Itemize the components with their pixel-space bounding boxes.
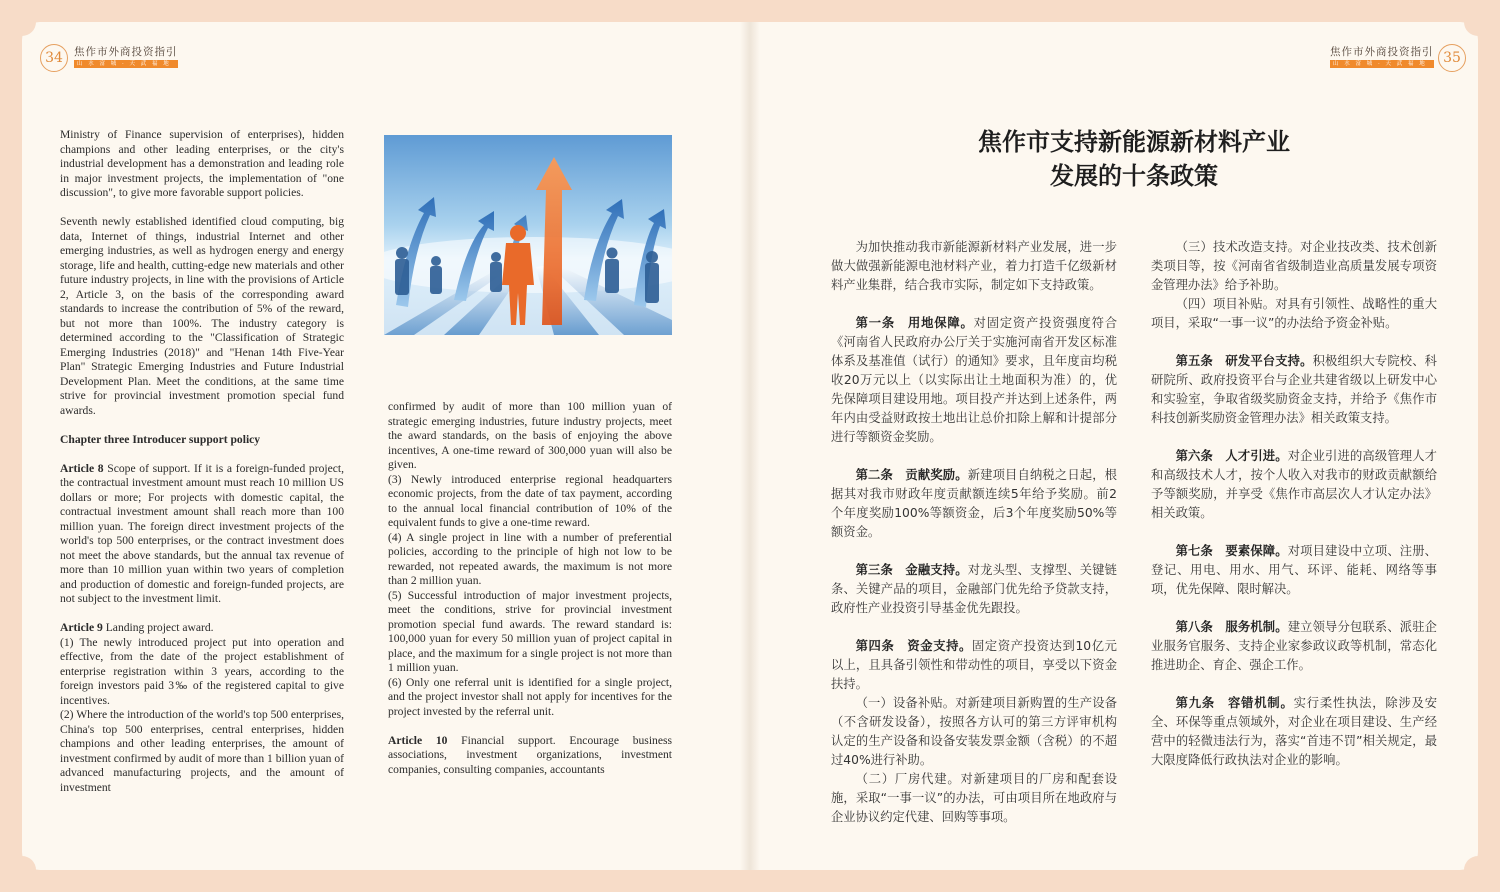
header-subtitle-right: 山 水 富 城 · 天 武 福 地 xyxy=(1330,60,1434,68)
header-title-left: 焦作市外商投资指引 xyxy=(74,46,178,58)
policy-article xyxy=(831,561,1117,618)
list-item: (1) The newly introduced project put into operation and effective, from the date of the project establishment of enterprise registration within 3 years, according to the foreign investors paid 3‰ of the registered capital to give incentives. xyxy=(60,635,344,707)
title-line: 焦作市支持新能源新材料产业 xyxy=(978,127,1290,156)
list-item: （三）技术改造支持。对企业技改类、技术创新类项目等，按《河南省省级制造业高质量发展专项资金管理办法》给予补助。 xyxy=(1151,240,1437,292)
page-number-right: 35 xyxy=(1438,44,1466,72)
article-label: Article 9 xyxy=(60,621,103,634)
paragraph: confirmed by audit of more than 100 million yuan of strategic emerging industries, future industry projects, meet the award standards, on the basis of enjoying the above incentives, A one-time reward of 300,000 yuan will also be given. xyxy=(388,400,672,471)
page-title xyxy=(918,125,1350,193)
policy-article xyxy=(831,637,1117,694)
article-9 xyxy=(60,621,344,636)
list-item: （二）厂房代建。对新建项目的厂房和配套设施，采取“一事一议”的办法，可由项目所在地政府与企业协议约定代建、回购等事项。 xyxy=(831,772,1117,824)
left-column-2 xyxy=(388,400,672,792)
page-number-left: 34 xyxy=(40,44,68,72)
article-text: 对固定资产投资强度符合《河南省人民政府办公厅关于实施河南省开发区标准体系及基准值（试行）的通知》要求，且年度亩均税收20万元以上（以实际出让土地面积为准）的，优先保障项目建设用地。项目投产并达到上述条件，两年内由受益财政按土地出让总价扣除上解和计提部分进行等额资金奖励。 xyxy=(831,316,1117,444)
right-column-1 xyxy=(831,238,1117,827)
policy-article xyxy=(1151,447,1437,523)
article-text: 对项目建设中立项、注册、登记、用电、用水、用气、环评、能耗、网络等事项，优先保障、限时解决。 xyxy=(1151,544,1437,596)
article-text: 固定资产投资达到10亿元以上，且具备引领性和带动性的项目，享受以下资金扶持。 xyxy=(831,639,1117,691)
list-item: （四）项目补贴。对具有引领性、战略性的重大项目，采取“一事一议”的办法给予资金补贴。 xyxy=(1151,297,1437,330)
title-line: 发展的十条政策 xyxy=(1050,161,1218,190)
list-item: (3) Newly introduced enterprise regional headquarters economic projects, from the date of tax payment, according to the annual local financial contribution of 10% of the equivalent funds to give a one-time reward. xyxy=(388,472,672,529)
article-label: 第六条 人才引进。 xyxy=(1175,449,1288,463)
header-title-right: 焦作市外商投资指引 xyxy=(1330,46,1434,58)
paragraph: Seventh newly established identified cloud computing, big data, Internet of things, industrial Internet and other emerging industries, as well as hydrogen energy and energy storage, life and health, cutting-edge new materials and other future industry projects, in line with the provisions of Article 2, Article 3, on the basis of the corresponding award standards to increase the contribution of 5% of the reward, but not more than 100%. The industry category is determined according to the "Classification of Strategic Emerging Industries (2018)" and "Henan 14th Five-Year Plan" Strategic Emerging Industries and Future Industrial Development Plan. Meet the conditions, at the same time strive for provincial investment promotion special fund awards. xyxy=(60,215,344,417)
right-column-2 xyxy=(1151,238,1437,770)
article-label: 第三条 金融支持。 xyxy=(855,563,968,577)
article-text: 实行柔性执法，除涉及安全、环保等重点领域外，对企业在项目建设、生产经营中的轻微违法行为，落实“首违不罚”相关规定，最大限度降低行政执法对企业的影响。 xyxy=(1151,696,1437,767)
article-text: Financial support. Encourage business associations, investment organizations, investment companies, consulting companies, accountants xyxy=(388,733,673,776)
article-text: 对企业引进的高级管理人才和高级技术人才，按个人收入对我市的财政贡献额给予等额奖励，并享受《焦作市高层次人才认定办法》相关政策。 xyxy=(1151,449,1437,520)
article-text: Scope of support. If it is a foreign-funded project, the contractual investment amount must reach 10 million US dollars or more; For projects with domestic capital, the contractual investment amount shall reach more than 100 million yuan. The foreign direct investment projects of the world's top 500 enterprises, or the contract investment does not meet the above standards, but the annual tax revenue of more than 10 million yuan within two years of completion and production of domestic and foreign-funded projects, are not subject to the investment limit. xyxy=(60,461,345,605)
article-label: Article 8 xyxy=(60,461,104,475)
list-item: (5) Successful introduction of major investment projects, meet the conditions, strive for provincial investment promotion special fund awards. The reward standard is: 100,000 yuan for every 50 million yuan of project capital in place, and the maximum for a single project is not more than 1 million yuan. xyxy=(388,588,672,674)
chapter-heading: Chapter three Introducer support policy xyxy=(60,432,261,446)
policy-article xyxy=(1151,542,1437,599)
article-text: 积极组织大专院校、科研院所、政府投资平台与企业共建省级以上研发中心和实验室，争取省级奖励资金支持，并给予《焦作市科技创新奖励资金管理办法》相关政策支持。 xyxy=(1151,354,1437,425)
article-label: 第一条 用地保障。 xyxy=(855,316,974,330)
corner-notch xyxy=(8,8,36,36)
list-item: （一）设备补贴。对新建项目新购置的生产设备（不含研发设备），按照各方认可的第三方评审机构认定的生产设备和设备安装发票金额（含税）的不超过40%进行补助。 xyxy=(831,696,1117,767)
page-fold xyxy=(740,22,760,870)
list-item: (6) Only one referral unit is identified for a single project, and the project investor shall not apply for incentives for the project invested by the referral unit. xyxy=(388,675,672,718)
policy-article xyxy=(1151,618,1437,675)
corner-notch xyxy=(8,856,36,884)
article-label: Article 10 xyxy=(388,733,448,747)
policy-article xyxy=(1151,694,1437,770)
business-growth-photo xyxy=(384,135,672,335)
article-10 xyxy=(388,734,672,778)
list-item: (2) Where the introduction of the world's top 500 enterprises, China's top 500 enterprises, central enterprises, hidden champions and other leading enterprises, the amount of investment confirmed by audit of more than 1 billion yuan of advanced manufacturing projects, and the amount of investment xyxy=(60,708,344,794)
intro-paragraph: 为加快推动我市新能源新材料产业发展，进一步做大做强新能源电池材料产业，着力打造千亿级新材料产业集群，结合我市实际，制定如下支持政策。 xyxy=(831,240,1117,292)
article-label: 第二条 贡献奖励。 xyxy=(855,468,968,482)
list-item: (4) A single project in line with a number of preferential policies, according to the principle of high not low to be rewarded, not repeated awards, the maximum is not more than 2 million yuan. xyxy=(388,530,672,587)
article-label: 第八条 服务机制。 xyxy=(1175,620,1288,634)
article-label: 第九条 容错机制。 xyxy=(1175,696,1294,710)
article-label: 第四条 资金支持。 xyxy=(855,639,972,653)
article-8 xyxy=(60,462,344,607)
article-text: 建立领导分包联系、派驻企业服务官服务、支持企业家参政议政等机制，常态化推进助企、育企、强企工作。 xyxy=(1151,620,1437,672)
corner-notch xyxy=(1464,856,1492,884)
paragraph: Ministry of Finance supervision of enterprises), hidden champions and other leading enterprises, or the city's industrial development has a demonstration and leading role in major investment projects, the implementation of "one discussion", to give more favorable support policies. xyxy=(60,128,344,199)
left-column-1 xyxy=(60,128,344,795)
header-subtitle-left: 山 水 富 城 · 天 武 福 地 xyxy=(74,60,178,68)
article-text: Landing project award. xyxy=(102,621,214,634)
article-label: 第七条 要素保障。 xyxy=(1175,544,1288,558)
photo-illustration xyxy=(384,135,672,335)
article-text: 对龙头型、支撑型、关键链条、关键产品的项目，金融部门优先给予贷款支持，政府性产业投资引导基金优先跟投。 xyxy=(831,563,1117,615)
policy-article xyxy=(831,466,1117,542)
policy-article xyxy=(831,314,1117,447)
article-label: 第五条 研发平台支持。 xyxy=(1175,354,1313,368)
corner-notch xyxy=(1464,8,1492,36)
article-text: 新建项目自纳税之日起，根据其对我市财政年度贡献额连续5年给予奖励。前2个年度奖励100%等额资金，后3个年度奖励50%等额资金。 xyxy=(831,468,1117,539)
policy-article xyxy=(1151,352,1437,428)
